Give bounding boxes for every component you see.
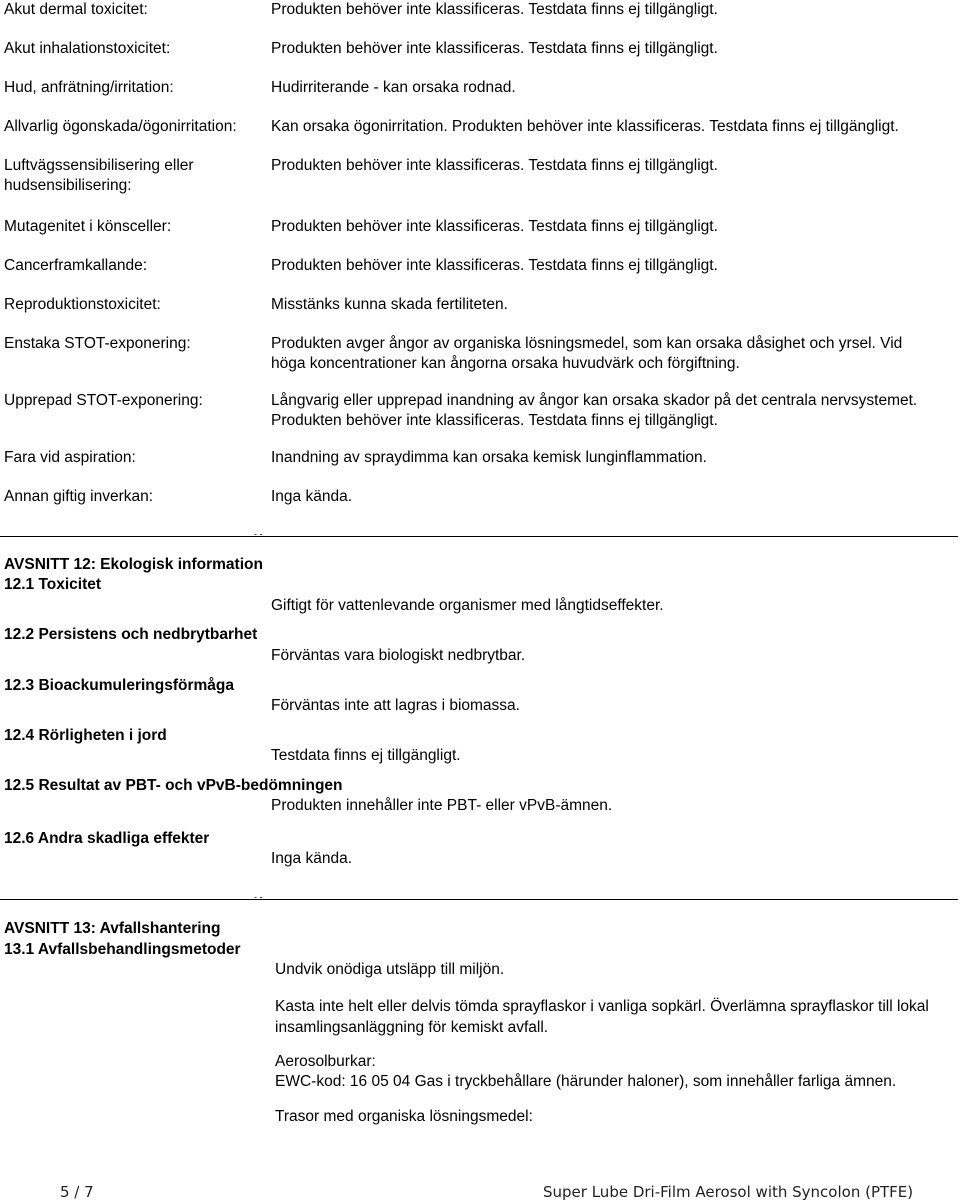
footer-product-name: Super Lube Dri-Film Aerosol with Syncolon (PTFE) (543, 1183, 914, 1201)
label-akut-dermal: Akut dermal toxicitet: (4, 1, 148, 18)
value-annan: Inga kända. (271, 488, 353, 505)
section-divider (0, 536, 958, 537)
value-stot-enstaka-1: Produkten avger ångor av organiska lösningsmedel, som kan orsaka dåsighet och yrsel. Vid (271, 335, 903, 352)
section-divider (0, 899, 958, 900)
value-12-5: Produkten innehåller inte PBT- eller vPvB-ämnen. (271, 797, 613, 814)
paragraph-ewc-kod: EWC-kod: 16 05 04 Gas i tryckbehållare (härunder haloner), som innehåller farliga ämnen. (275, 1073, 897, 1090)
value-stot-upprepad-2: Produkten behöver inte klassificeras. Testdata finns ej tillgängligt. (271, 412, 718, 429)
subsection-12-6: 12.6 Andra skadliga effekter (4, 830, 210, 847)
section-12-heading: AVSNITT 12: Ekologisk information (4, 556, 263, 573)
value-12-3: Förväntas inte att lagras i biomassa. (271, 697, 520, 714)
label-sensibilisering-1: Luftvägssensibilisering eller (4, 157, 194, 174)
value-12-1: Giftigt för vattenlevande organismer med långtidseffekter. (271, 597, 664, 614)
value-akut-inhalation: Produkten behöver inte klassificeras. Testdata finns ej tillgängligt. (271, 40, 718, 57)
value-12-2: Förväntas vara biologiskt nedbrytbar. (271, 647, 526, 664)
label-reproduktion: Reproduktionstoxicitet: (4, 296, 161, 313)
value-stot-upprepad-1: Långvarig eller upprepad inandning av ångor kan orsaka skador på det centrala nervsystemet. (271, 392, 918, 409)
value-12-6: Inga kända. (271, 850, 353, 867)
paragraph-sprayflaskor: Kasta inte helt eller delvis tömda sprayflaskor i vanliga sopkärl. Överlämna sprayflaskor till lokal insamlingsanläggning för kemiskt avfall. (275, 998, 929, 1036)
label-mutagenitet: Mutagenitet i könsceller: (4, 218, 172, 235)
label-stot-upprepad: Upprepad STOT-exponering: (4, 392, 203, 409)
divider-mark: ‐ ‐ (254, 529, 263, 539)
value-12-4: Testdata finns ej tillgängligt. (271, 747, 461, 764)
value-ogonskada: Kan orsaka ögonirritation. Produkten behöver inte klassificeras. Testdata finns ej tillgängligt. (271, 118, 899, 135)
value-stot-enstaka-2: höga koncentrationer kan ångorna orsaka huvudvärk och förgiftning. (271, 355, 740, 372)
value-mutagenitet: Produkten behöver inte klassificeras. Testdata finns ej tillgängligt. (271, 218, 718, 235)
subsection-12-3: 12.3 Bioackumuleringsförmåga (4, 677, 234, 694)
label-hud: Hud, anfrätning/irritation: (4, 79, 174, 96)
divider-mark: ‐ ‐ (254, 892, 263, 902)
value-akut-dermal: Produkten behöver inte klassificeras. Testdata finns ej tillgängligt. (271, 1, 718, 18)
subsection-12-4: 12.4 Rörligheten i jord (4, 727, 167, 744)
label-aspiration: Fara vid aspiration: (4, 449, 136, 466)
subsection-13-1: 13.1 Avfallsbehandlingsmetoder (4, 941, 241, 958)
value-aspiration: Inandning av spraydimma kan orsaka kemisk lunginflammation. (271, 449, 707, 466)
subsection-12-5: 12.5 Resultat av PBT- och vPvB-bedömningen (4, 777, 343, 794)
value-hud: Hudirriterande - kan orsaka rodnad. (271, 79, 516, 96)
section-13-heading: AVSNITT 13: Avfallshantering (4, 920, 221, 937)
value-reproduktion: Misstänks kunna skada fertiliteten. (271, 296, 508, 313)
label-ogonskada: Allvarlig ögonskada/ögonirritation: (4, 118, 237, 135)
paragraph-trasor: Trasor med organiska lösningsmedel: (275, 1108, 533, 1125)
subsection-12-2: 12.2 Persistens och nedbrytbarhet (4, 626, 258, 643)
label-stot-enstaka: Enstaka STOT-exponering: (4, 335, 191, 352)
subsection-12-1: 12.1 Toxicitet (4, 576, 102, 593)
paragraph-utslapp: Undvik onödiga utsläpp till miljön. (275, 961, 505, 978)
label-annan: Annan giftig inverkan: (4, 488, 154, 505)
label-akut-inhalation: Akut inhalationstoxicitet: (4, 40, 171, 57)
value-sensibilisering: Produkten behöver inte klassificeras. Testdata finns ej tillgängligt. (271, 157, 718, 174)
label-sensibilisering-2: hudsensibilisering: (4, 177, 132, 194)
paragraph-aerosolburkar-label: Aerosolburkar: (275, 1053, 376, 1070)
value-cancer: Produkten behöver inte klassificeras. Testdata finns ej tillgängligt. (271, 257, 718, 274)
page-number: 5 / 7 (60, 1183, 94, 1201)
label-cancer: Cancerframkallande: (4, 257, 148, 274)
